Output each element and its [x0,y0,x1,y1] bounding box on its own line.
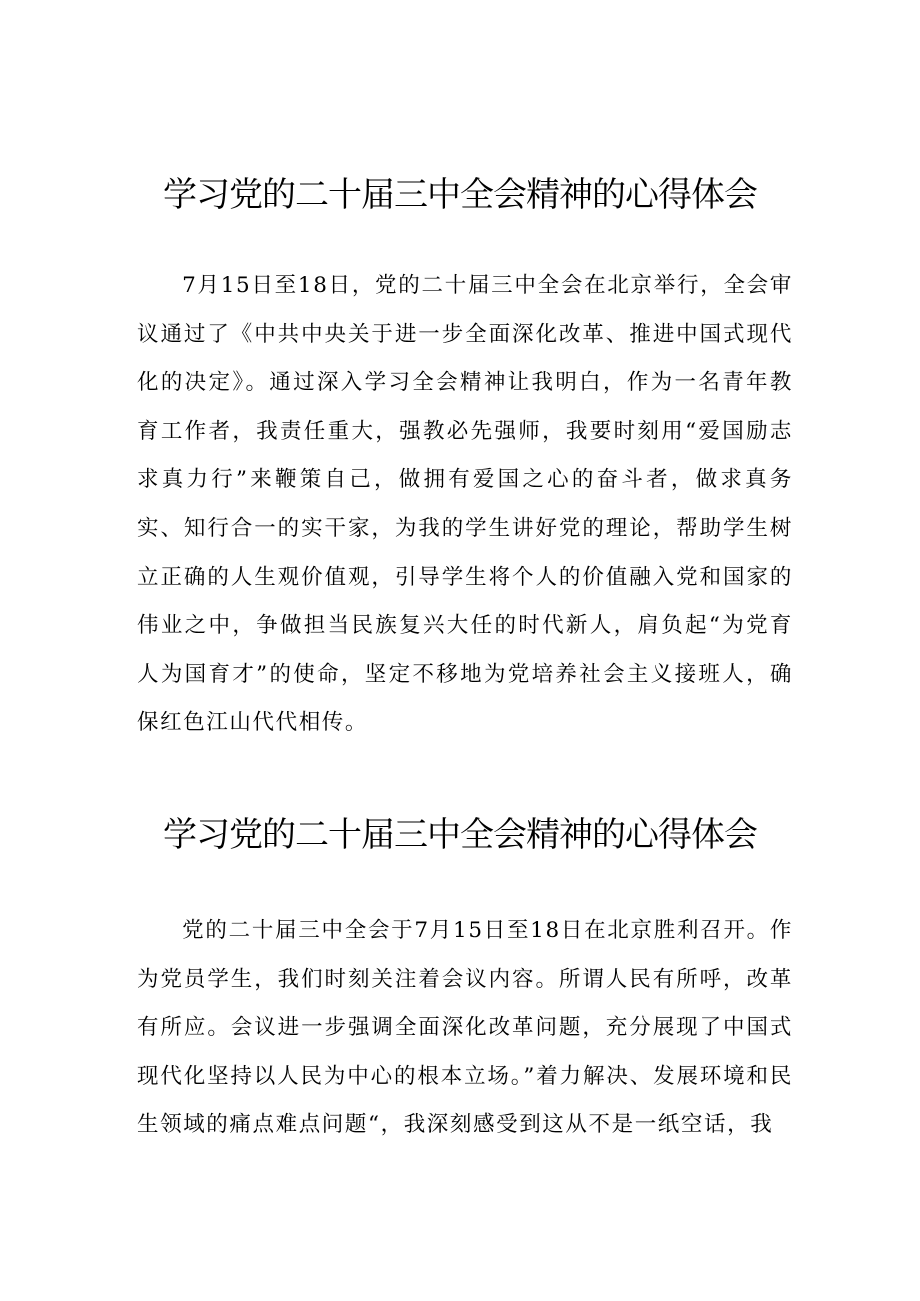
section-2-paragraph: 党的二十届三中全会于7月15日至18日在北京胜利召开。作为党员学生，我们时刻关注着会议内容。所谓人民有所呼，改革有所应。会议进一步强调全面深化改革问题，充分展现了中国式现代化坚持以人民为中心的根本立场。”着力解决、发展环境和民生领域的痛点难点问题“，我深刻感受到这从不是一纸空话，我 [137,918,793,1138]
section-1-paragraph: 7月15日至18日，党的二十届三中全会在北京举行，全会审议通过了《中共中央关于进一步全面深化改革、推进中国式现代化的决定》。通过深入学习全会精神让我明白，作为一名青年教育工作者，我责任重大，强教必先强师，我要时刻用“爱国励志求真力行”来鞭策自己，做拥有爱国之心的奋斗者，做求真务实、知行合一的实干家，为我的学生讲好党的理论，帮助学生树立正确的人生观价值观，引导学生将个人的价值融入党和国家的伟业之中，争做担当民族复兴大任的时代新人，肩负起“为党育人为国育才”的使命，坚定不移地为党培养社会主义接班人，确保红色江山代代相传。 [137,273,793,736]
section-2-title: 学习党的二十届三中全会精神的心得体会 [163,815,757,855]
section-1-title: 学习党的二十届三中全会精神的心得体会 [163,175,757,215]
